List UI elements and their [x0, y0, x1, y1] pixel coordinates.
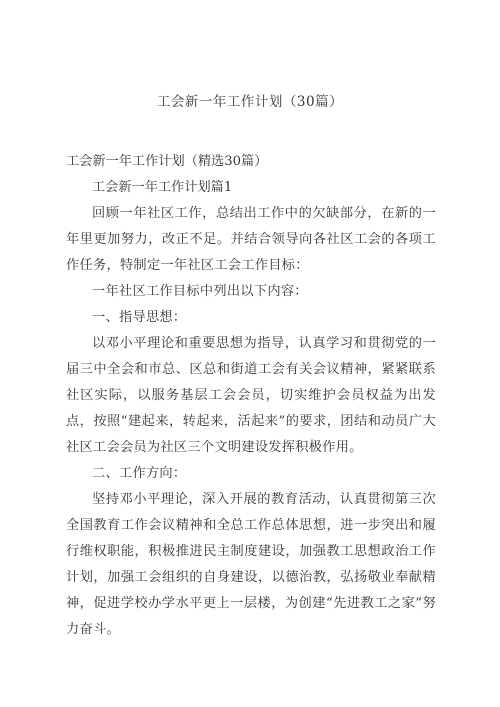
- heading-work-direction: 二、工作方向：: [92, 466, 187, 481]
- document-subtitle: 工会新一年工作计划（精选30篇）: [66, 154, 268, 169]
- paragraph-work-direction: 坚持邓小平理论，深入开展的教育活动，认真贯彻第三次全国教育工作会议精神和全总工作总体思想，进一步突出和履行维权职能，积极推进民主制度建设，加强教工思想政治工作计划，加强工会组织的自身建设，以德治教，弘扬敬业奉献精神，促进学校办学水平更上一层楼，为创建“先进教工之家”努力奋斗。: [66, 492, 436, 637]
- paragraph-guiding-ideology: 以邓小平理论和重要思想为指导，认真学习和贯彻党的一届三中全会和市总、区总和街道工会有关会议精神，紧紧联系社区实际，以服务基层工会会员，切实维护会员权益为出发点，按照“建起来，转起来，活起来”的要求，团结和动员广大社区工会会员为社区三个文明建设发挥积极作用。: [66, 336, 436, 455]
- section-heading: 工会新一年工作计划篇1: [92, 180, 233, 195]
- document-body: [66, 149, 436, 643]
- document-title: 工会新一年工作计划（30篇）: [156, 94, 344, 110]
- paragraph-intro: 回顾一年社区工作，总结出工作中的欠缺部分，在新的一年里更加努力，改正不足。并结合领导向各社区工会的各项工作任务，特制定一年社区工会工作目标：: [66, 206, 436, 273]
- paragraph-goals-lead: 一年社区工作目标中列出以下内容：: [92, 284, 308, 299]
- heading-guiding-ideology: 一、指导思想：: [92, 310, 187, 325]
